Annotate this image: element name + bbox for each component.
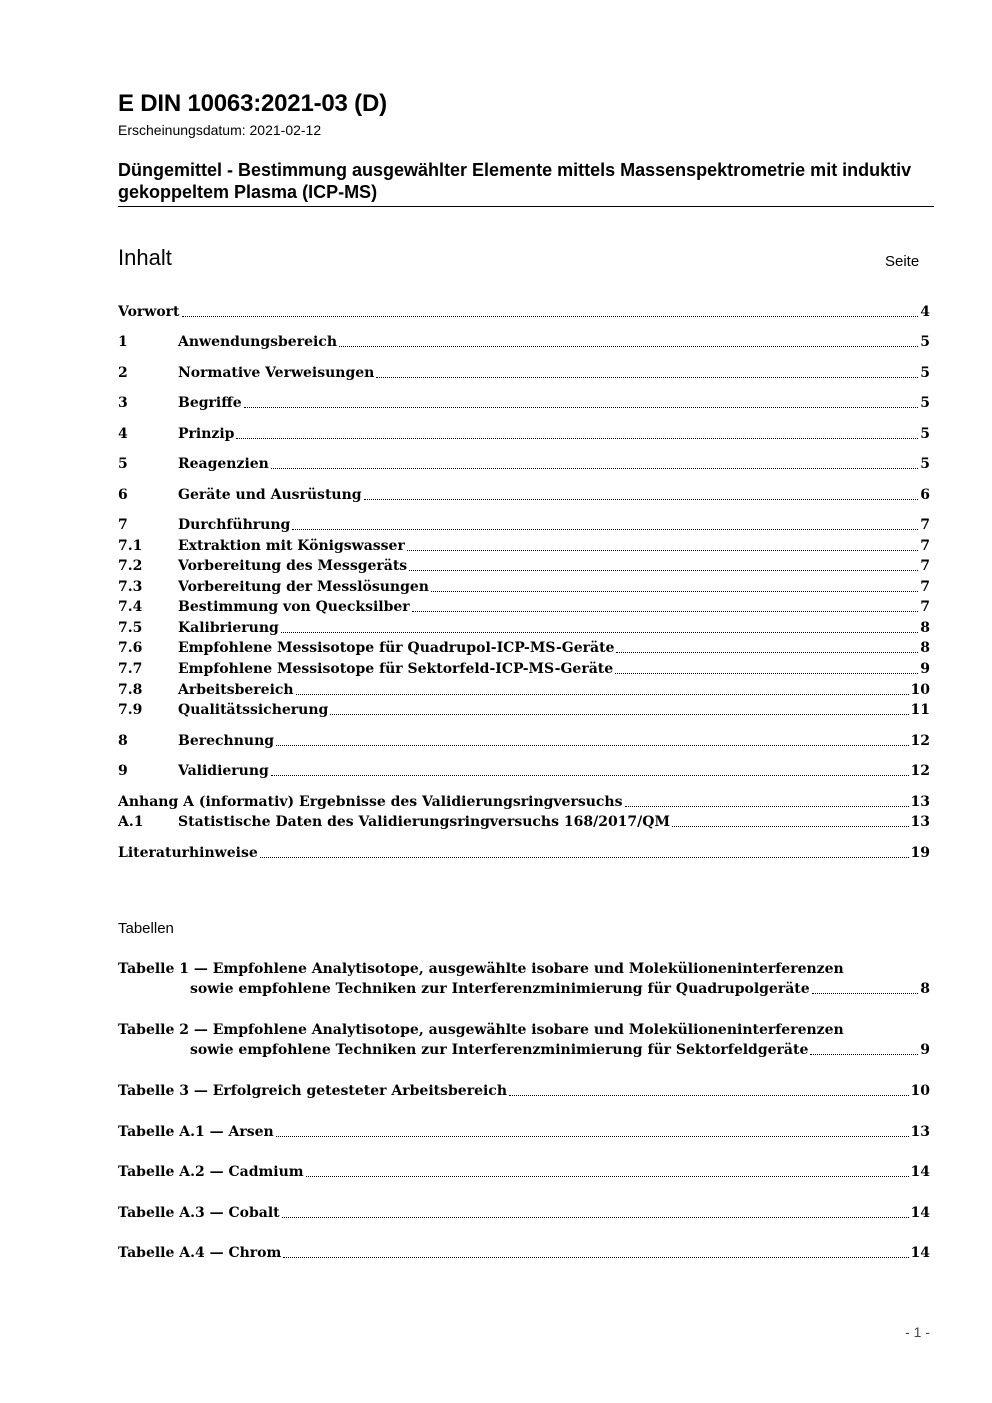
dot-leader (339, 346, 918, 347)
toc-entry-number: 7.9 (118, 702, 143, 718)
toc-entry-label: Extraktion mit Königswasser (178, 538, 405, 554)
dot-leader (282, 1217, 909, 1218)
toc-entry-label: Kalibrierung (178, 620, 279, 636)
dot-leader (271, 775, 909, 776)
toc-entry[interactable] (118, 761, 930, 781)
toc-entry[interactable] (118, 515, 930, 535)
toc-entry-page: 5 (920, 426, 930, 442)
toc-entry-label: Vorwort (118, 304, 180, 320)
toc-entry-number: 9 (118, 763, 128, 779)
toc-entry-label: Literaturhinweise (118, 845, 258, 861)
toc-entry[interactable] (118, 393, 930, 413)
dot-leader (615, 673, 918, 674)
dot-leader (407, 550, 918, 551)
toc-entry-label: Vorbereitung des Messgeräts (178, 558, 408, 574)
table-list-entry[interactable] (118, 1081, 930, 1101)
dot-leader (810, 1054, 918, 1055)
toc-entry[interactable] (118, 638, 930, 658)
toc-entry-page: 13 (910, 794, 930, 810)
dot-leader (182, 316, 919, 317)
toc-entry-page: 7 (920, 558, 930, 574)
toc-entry-number: 3 (118, 395, 128, 411)
toc-entry-page: 5 (920, 456, 930, 472)
toc-entry[interactable] (118, 731, 930, 751)
toc-entry-page: 7 (920, 538, 930, 554)
toc-entry-page: 8 (920, 620, 930, 636)
dot-leader (330, 714, 908, 715)
toc-entry-label: Durchführung (178, 517, 291, 533)
toc-entry-number: 8 (118, 733, 128, 749)
toc-entry[interactable] (118, 302, 930, 322)
toc-entry-page: 5 (920, 395, 930, 411)
publication-date: Erscheinungsdatum: 2021-02-12 (118, 122, 322, 138)
toc-entry[interactable] (118, 332, 930, 352)
toc-entry-number: 2 (118, 365, 128, 381)
dot-leader (292, 529, 918, 530)
dot-leader (283, 1257, 908, 1258)
toc-entry-label: Normative Verweisungen (178, 365, 375, 381)
dot-leader (276, 745, 908, 746)
table-entry-label: Tabelle A.1 — Arsen (118, 1124, 274, 1140)
dot-leader (376, 377, 918, 378)
toc-entry-page: 13 (910, 814, 930, 830)
table-entry-line2: sowie empfohlene Techniken zur Interferenzminimierung für Quadrupolgeräte (190, 981, 810, 997)
dot-leader (281, 632, 918, 633)
toc-entry[interactable] (118, 536, 930, 556)
toc-entry[interactable] (118, 618, 930, 638)
toc-entry-number: 7.3 (118, 579, 143, 595)
toc-entry-number: 7.1 (118, 538, 143, 554)
toc-entry[interactable] (118, 700, 930, 720)
dot-leader (260, 857, 909, 858)
toc-entry[interactable] (118, 454, 930, 474)
toc-entry-page: 19 (910, 845, 930, 861)
toc-entry-label: Arbeitsbereich (178, 682, 294, 698)
toc-entry-number: 7.5 (118, 620, 143, 636)
dot-leader (276, 1136, 909, 1137)
toc-entry-page: 5 (920, 334, 930, 350)
table-list-entry[interactable] (118, 1122, 930, 1142)
toc-entry-label: Empfohlene Messisotope für Sektorfeld-ICP-MS-Geräte (178, 661, 614, 677)
table-entry-page: 13 (910, 1124, 930, 1140)
table-entry-label: Tabelle A.3 — Cobalt (118, 1205, 280, 1221)
title-divider (118, 206, 934, 207)
table-list-entry[interactable] (118, 959, 930, 999)
toc-entry-number: 7.8 (118, 682, 143, 698)
toc-entry[interactable] (118, 597, 930, 617)
toc-entry-page: 5 (920, 365, 930, 381)
toc-heading: Inhalt (118, 245, 172, 270)
page-number: - 1 - (905, 1324, 930, 1340)
toc-entry-page: 7 (920, 579, 930, 595)
toc-entry-number: 1 (118, 334, 128, 350)
toc-entry-page: 12 (910, 733, 930, 749)
dot-leader (509, 1095, 909, 1096)
table-list-entry[interactable] (118, 1243, 930, 1263)
toc-entry-label: Anwendungsbereich (178, 334, 337, 350)
table-entry-label: Tabelle 3 — Erfolgreich getesteter Arbeitsbereich (118, 1083, 507, 1099)
toc-entry-number: 7.7 (118, 661, 143, 677)
toc-entry[interactable] (118, 485, 930, 505)
toc-entry-number: A.1 (118, 814, 144, 830)
table-entry-page: 10 (910, 1083, 930, 1099)
table-entry-line2: sowie empfohlene Techniken zur Interferenzminimierung für Sektorfeldgeräte (190, 1042, 809, 1058)
toc-entry-label: Empfohlene Messisotope für Quadrupol-ICP-MS-Geräte (178, 640, 615, 656)
dot-leader (236, 438, 918, 439)
toc-page-column-label: Seite (885, 253, 920, 270)
toc-entry-label: Vorbereitung der Messlösungen (178, 579, 429, 595)
table-entry-page: 9 (920, 1042, 930, 1058)
toc-entry-label: Berechnung (178, 733, 275, 749)
dot-leader (306, 1176, 909, 1177)
toc-entry-annex[interactable] (118, 792, 930, 812)
table-entry-line1: Tabelle 1 — Empfohlene Analytisotope, ausgewählte isobare und Molekülioneninterferenzen (118, 961, 844, 977)
toc-entry-bibliography[interactable] (118, 843, 930, 863)
table-entry-label: Tabelle A.4 — Chrom (118, 1245, 282, 1261)
toc-entry-page: 6 (920, 487, 930, 503)
table-entry-page: 8 (920, 981, 930, 997)
toc-entry[interactable] (118, 363, 930, 383)
table-list-entry[interactable] (118, 1020, 930, 1060)
table-entry-page: 14 (910, 1164, 930, 1180)
toc-entry-page: 12 (910, 763, 930, 779)
toc-entry-label: Reagenzien (178, 456, 269, 472)
table-entry-label: Tabelle A.2 — Cadmium (118, 1164, 304, 1180)
dot-leader (812, 993, 919, 994)
toc-entry-label: Statistische Daten des Validierungsringversuchs 168/2017/QM (178, 814, 670, 830)
table-entry-page: 14 (910, 1205, 930, 1221)
toc-entry-number: 5 (118, 456, 128, 472)
dot-leader (431, 591, 918, 592)
toc-entry-label: Prinzip (178, 426, 235, 442)
dot-leader (412, 611, 919, 612)
dot-leader (409, 570, 918, 571)
toc-entry-page: 11 (910, 702, 930, 718)
tables-heading: Tabellen (118, 920, 174, 937)
dot-leader (625, 806, 909, 807)
toc-entry[interactable] (118, 680, 930, 700)
toc-entry-page: 7 (920, 599, 930, 615)
toc-entry[interactable] (118, 812, 930, 832)
document-title: Düngemittel - Bestimmung ausgewählter Elemente mittels Massenspektrometrie mit induktiv gekoppeltem Plasma (ICP-MS) (118, 160, 912, 202)
table-list-entry[interactable] (118, 1203, 930, 1223)
table-entry-line1: Tabelle 2 — Empfohlene Analytisotope, ausgewählte isobare und Molekülioneninterferenzen (118, 1022, 844, 1038)
toc-entry-page: 8 (920, 640, 930, 656)
toc-entry-number: 7.6 (118, 640, 143, 656)
toc-entry-number: 4 (118, 426, 128, 442)
toc-entry[interactable] (118, 424, 930, 444)
toc-entry[interactable] (118, 659, 930, 679)
toc-entry-label: Anhang A (informativ) Ergebnisse des Validierungsringversuchs (118, 794, 623, 810)
toc-entry-label: Geräte und Ausrüstung (178, 487, 362, 503)
toc-entry-page: 4 (920, 304, 930, 320)
toc-entry-number: 7 (118, 517, 128, 533)
dot-leader (672, 826, 909, 827)
toc-entry-label: Validierung (178, 763, 269, 779)
toc-entry[interactable] (118, 577, 930, 597)
dot-leader (364, 499, 919, 500)
toc-entry[interactable] (118, 556, 930, 576)
toc-entry-number: 6 (118, 487, 128, 503)
toc-entry-label: Bestimmung von Quecksilber (178, 599, 410, 615)
table-entry-page: 14 (910, 1245, 930, 1261)
toc-entry-page: 10 (910, 682, 930, 698)
dot-leader (616, 652, 918, 653)
table-list-entry[interactable] (118, 1162, 930, 1182)
toc-entry-number: 7.2 (118, 558, 143, 574)
toc-entry-label: Begriffe (178, 395, 242, 411)
dot-leader (296, 694, 909, 695)
toc-entry-label: Qualitätssicherung (178, 702, 329, 718)
dot-leader (244, 407, 919, 408)
toc-entry-number: 7.4 (118, 599, 143, 615)
dot-leader (271, 468, 918, 469)
toc-entry-page: 7 (920, 517, 930, 533)
toc-entry-page: 9 (920, 661, 930, 677)
document-id: E DIN 10063:2021-03 (D) (118, 90, 387, 117)
